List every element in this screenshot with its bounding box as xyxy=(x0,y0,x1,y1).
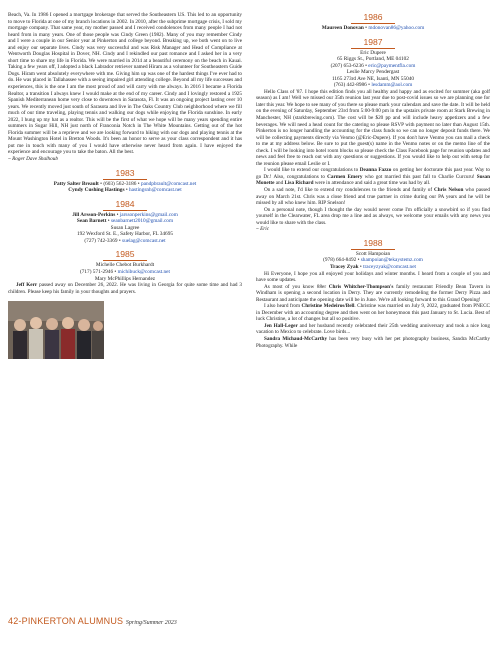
contact-info: • xyxy=(363,25,369,31)
email-link[interactable]: hastingsnh@comcast.net xyxy=(129,187,182,194)
contact-name: Susan Lagree xyxy=(110,224,140,231)
classmate-name: Chris Nelson xyxy=(434,187,464,194)
magazine-title: PINKERTON ALUMNUS xyxy=(21,616,124,626)
year-divider xyxy=(103,210,147,211)
class-note-paragraph: On a personal note, though I thought the day would never come I'm officially a snowbird so if you find yourself in the Clearwater, FL area drop me a line and as always, we welcome your emails with any news you would like to share with the class. xyxy=(256,206,490,226)
year-divider xyxy=(103,179,147,180)
contact-name: Maureen Donovan xyxy=(321,25,364,31)
contact-address: 192 Wexford St. E., Safety Harbor, FL 34695 xyxy=(76,231,174,238)
note-text: and xyxy=(274,180,285,187)
note-text: I also heard from xyxy=(264,303,302,310)
note-signature: ~ Eric xyxy=(256,226,270,233)
left-column xyxy=(8,12,242,363)
note-text: who got married this past fall to Charlie Curcuru! xyxy=(362,173,477,180)
email-link[interactable]: seanbarnett2010@gmail.com xyxy=(110,218,174,225)
class-year-heading: 1983 xyxy=(115,167,135,178)
email-link[interactable]: pandpbrault@comcast.net xyxy=(140,180,197,187)
contact-name: Sean Barnett xyxy=(76,218,107,225)
page-footer: 42-PINKERTON ALUMNUS Spring/Summer 2023 xyxy=(8,616,177,626)
year-divider xyxy=(103,260,147,261)
class-1983-section xyxy=(8,168,242,194)
class-year-heading: 1988 xyxy=(363,237,383,248)
contact-line xyxy=(8,238,242,245)
class-1986-section xyxy=(256,12,490,32)
contact-info: • xyxy=(106,218,111,225)
note-text: on getting her doctorate this past year. Way to go Dr.! Also, congratulations to xyxy=(256,167,490,180)
classmate-name: Christine Medeiros/Bell xyxy=(301,303,355,310)
photo-image xyxy=(8,301,104,359)
class-note-paragraph: Hello Class of '87. I hope this edition finds you all healthy and happy and as excited for summer (aka golf season) as I am! Well we missed our 35th reunion last year due to post-covid issues so we are planning one for later this year. We hope to see many of you there so please mark your calendars and save the date. It will be held on the evening of Saturday, September 23rd from 5:00-9:00 pm in the upstairs private room at Stark Brewing in Manchester, NH (starkbrewing.com). The cost will be $20 pp and will include heavy appetizers and a few beverages. We will need a head count for the catering so please RSVP with payment no later than August 15th. Pinkerton is no longer handling the accounting for the class funds so we can no longer deposit funds there. We will be collecting payments directly via Venmo (@Eric-Dupere). If you don't have Venmo you can mail a check to me at my address below. Be sure to put the guest(s) name in the Venmo notes or on the memo line of the check. I will be looking into hotel room blocks so please check the Class Facebook page for reunion updates and news and feel free to reach out with any questions or suggestions. If you would like to help out with setup for the reunion please email Leslie or I. xyxy=(256,88,490,167)
class-note-paragraph xyxy=(256,284,490,304)
class-1987-section xyxy=(256,37,490,233)
note-text: passed away on December 26, 2022. He was living in Georgia for quite some time and had 3 children. Please keep his family in your thoughts and prayers. xyxy=(8,282,242,295)
class-note-paragraph xyxy=(256,323,490,336)
class-notes-intro: Beach, Va. In 1986 I opened a mortgage brokerage that served the Southeastern US. This led to an opportunity to move to Florida at one of my branch locations in 2002. In 2010, after the subprime mortgage crisis, I sold my mortgage company. That same year, my mother passed and I received condolences from many people I had not heard from in many years. One of those people was Cindy Green (1982). Many of you may remember Cindy and I were a couple in our Senior year at Pinkerton and college beyond. Breaking up, we both went on to live and enjoy our separate lives. Cindy was very successful and was Risk Manager and Head of Compliance at Wentworth Douglas Hospital in Dover, NH. Cindy and I rekindled our past romance and I asked her in a very short time to share my life in Florida. We were married in 2014 at a beautiful ceremony on the beach in Kauai. Taking a few years off, I adopted a black Labrador retriever named Hiram as a volunteer for Southeastern Guide Dogs. Hiram went absolutely everywhere with me. Giving him up was one of the hardest things I've ever had to do. He was placed in Tallahassee with a seeing impaired girl attending college. Beyond all my life successes and experiences, this is the one I am the most proud of and will carry with me always. In 2016 I became a Florida Realtor, a transition I always knew I would make at the end of my career. Cindy and I lovingly restored a 1925 Spanish Mediterranean home very close to downtown in Sarasota, Fl. It was an ongoing project lasting over 10 years. We recently moved just south of Sarasota and live in The Oaks Country Club neighborhood where we fill much of our time traveling, playing tennis and walking our dogs while enjoying the Florida sunshine. In early 2022, I hung up my hat as a realtor. This will be the first of what we hope will be many years spending entire summers in Sugar Hill, NH just north of Franconia Notch in The White Mountains. Getting out of the hot Florida summer will be a reprieve and we are looking forward to hiking with our dogs and playing tennis at the Mount Washington Hotel in Bretton Woods. It's been an honor to serve as your class correspondent and it has put me in touch with many of you I would have otherwise never heard from again. I have enjoyed the experience and encourage you to take the baton. All the best. xyxy=(8,12,242,156)
class-note-paragraph xyxy=(8,282,242,295)
contact-info: (603) 562-3186 • xyxy=(103,180,141,187)
note-text: has been very busy with her pet photography business, Sandra McCarthy Photography. While xyxy=(256,335,490,349)
contact-name: Scott Hampoian xyxy=(355,250,391,257)
page-number: 42 xyxy=(8,616,19,626)
issue-label: Spring/Summer 2023 xyxy=(125,620,177,626)
contact-info: • xyxy=(358,263,364,270)
contact-name: Michelle Chebot Burkhardt xyxy=(95,262,155,269)
class-1985-section xyxy=(8,249,242,359)
class-year-heading: 1986 xyxy=(363,12,383,22)
contact-name: Jill Arsson-Perkins xyxy=(72,211,116,218)
classmate-name: Chris Whitcher-Thompson's xyxy=(328,283,394,290)
contact-name: Tracey Zyak xyxy=(329,263,359,270)
classmate-name: Sandra Michaud-McCarthy xyxy=(264,335,328,342)
note-text: As most of you know 88er xyxy=(264,283,329,290)
classmate-name: Jeff Kerr xyxy=(16,282,38,289)
contact-name: Patty Salter Breault xyxy=(53,180,99,187)
class-year-heading: 1985 xyxy=(115,249,135,260)
classmate-name: Jen Hall-Leger xyxy=(264,322,298,329)
note-text: I would like to extend our congratulations to xyxy=(264,167,360,174)
right-column xyxy=(256,12,490,349)
classmates-photo xyxy=(8,301,104,359)
intro-signature: ~ Roger Dave Shalhoub xyxy=(8,156,58,163)
contact-info: (978) 664-8492 • xyxy=(323,257,361,264)
email-link[interactable]: lesdamm@aol.com xyxy=(371,82,413,89)
contact-info: (207) 653-6236 • xyxy=(330,62,369,69)
contact-address: 1165 273rd Ave NE, Isanti, MN 55040 xyxy=(331,75,415,82)
year-divider xyxy=(351,48,395,49)
note-text: On a sad note, I'd like to extend my condolences to the friends and family of xyxy=(264,187,435,194)
class-note-paragraph xyxy=(256,336,490,349)
classmate-name: Susan Monette xyxy=(256,173,490,187)
email-link[interactable]: michibuck@comcast.net xyxy=(117,268,170,275)
contact-line xyxy=(8,187,242,194)
year-divider xyxy=(351,249,395,250)
note-text: and her husband recently celebrated their 25th wedding anniversary and took a nice long vacation to Mexico to celebrate. Love birds... xyxy=(256,322,490,336)
class-note-paragraph xyxy=(256,167,490,187)
class-1984-section xyxy=(8,199,242,245)
email-link[interactable]: mdonovan86@yahoo.com xyxy=(368,25,425,31)
classmate-name: Lisa Richard xyxy=(284,180,314,187)
class-year-heading: 1984 xyxy=(115,198,135,209)
contact-name: Cyndy Cushing Hastings xyxy=(68,187,125,194)
email-link[interactable]: suelag@comcast.net xyxy=(122,237,166,244)
class-note-paragraph: Hi Everyone, I hope you all enjoyed your holidays and winter months. I heard from a couple of you and have some updates. xyxy=(256,270,490,284)
contact-name: Eric Dupere xyxy=(360,49,386,56)
classmate-name: Deanna Fazzo xyxy=(359,167,392,174)
class-note-paragraph xyxy=(256,187,490,207)
contact-line xyxy=(256,25,490,32)
email-link[interactable]: eric@paymentfla.com xyxy=(368,62,416,69)
year-divider xyxy=(351,23,395,24)
contact-name: Leslie Marcy Pendergast xyxy=(346,69,400,76)
contact-info: • xyxy=(115,211,120,218)
note-text: were in attendance and said a great time was had by all. xyxy=(313,180,431,187)
note-text: who passed away on March 21st. Chris was a close friend and true partner in crime during our PA years and he will be missed by all who knew him. RIP Snelson! xyxy=(256,187,490,207)
note-text: . Christine was married on July 9, 2022, graduated from PNECC in December with an accounting degree and then went on her honeymoon this past January to St. Lucia. Best of luck Christine, a lot of changes but all so positive. xyxy=(256,303,490,323)
contact-info: (763) 442-8986 • xyxy=(333,82,372,89)
class-1988-section xyxy=(256,238,490,349)
email-link[interactable]: shampoian@tekaystemz.com xyxy=(360,257,423,264)
contact-info: (717) 571-2946 • xyxy=(80,268,118,275)
classmate-name: Carmen Emery xyxy=(327,173,363,180)
contact-info: • xyxy=(124,187,130,194)
contact-info: (727) 742-3369 • xyxy=(84,237,123,244)
contact-line: Patty Salter Breault • (603) 562-3186 • pandpbrault@comcast.net xyxy=(53,180,197,187)
email-link[interactable]: jarssonperkins@gmail.com xyxy=(119,211,178,218)
note-text: family restaurant Friendly Bean Tavern in Windham is opening a second location in Derry. They are currently remodeling the former Derry Pizza and Restaurant and anticipate the opening date will be in June. We're all looking forward to this Grand Opening! xyxy=(256,283,491,303)
contact-address: 65 Riggs St., Portland, ME 04102 xyxy=(337,56,409,63)
contact-name: Mary McPhillips Hernandez xyxy=(94,275,156,282)
class-note-paragraph xyxy=(256,303,490,323)
class-year-heading: 1987 xyxy=(363,36,383,47)
email-link[interactable]: traceyzyak@comcast.net xyxy=(363,263,417,270)
